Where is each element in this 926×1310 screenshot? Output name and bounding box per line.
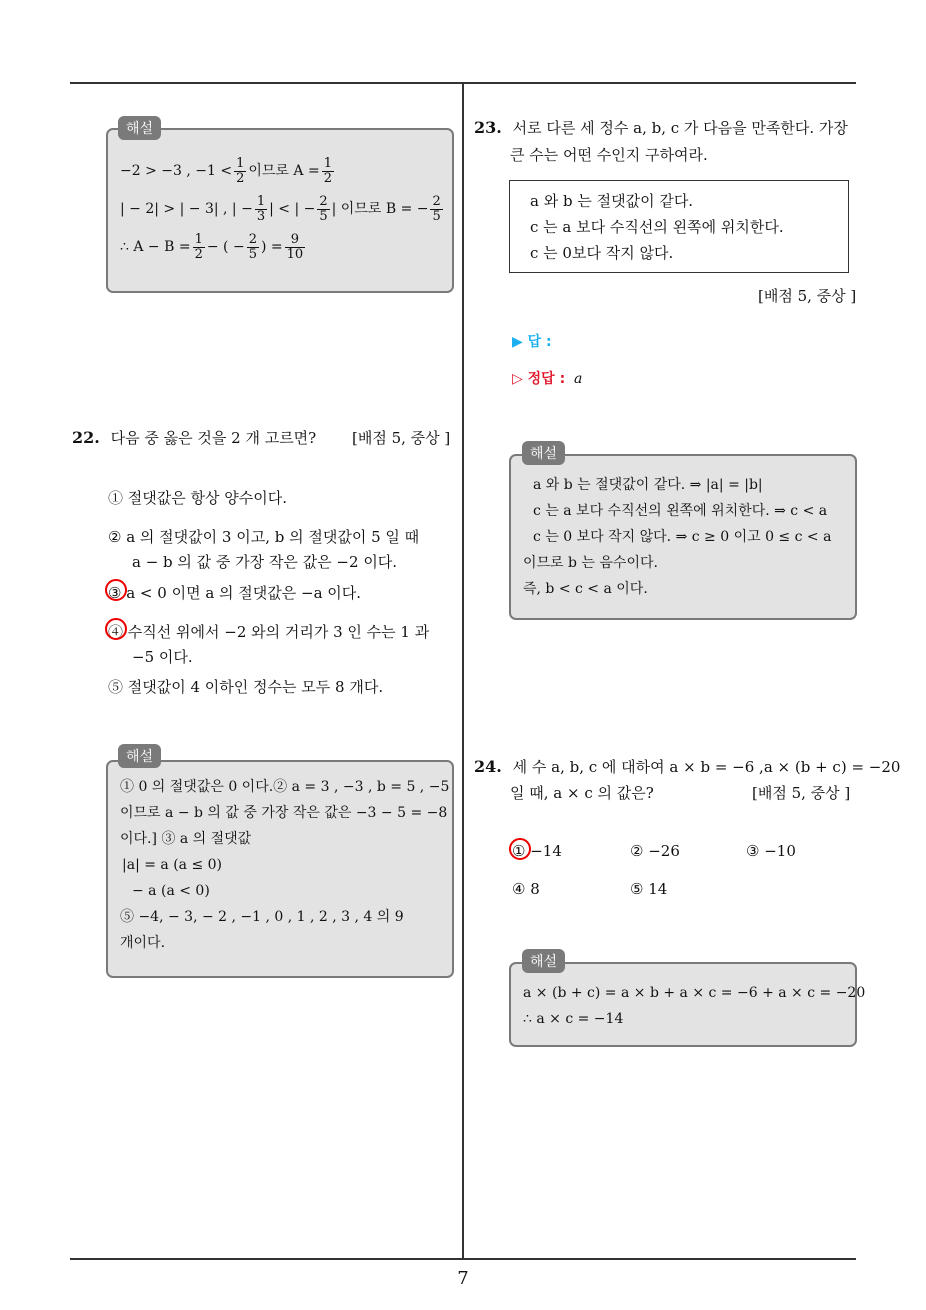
- solution-box-23: [509, 454, 857, 620]
- condition-3: c 는 0보다 작지 않다.: [530, 244, 674, 262]
- question-number: 22.: [72, 428, 100, 447]
- score-label: [배점 5, 중상 ]: [352, 429, 451, 447]
- selected-mark-circle: [105, 618, 127, 640]
- sol22-line: ⑤ −4, − 3, − 2 , −1 , 0 , 1 , 2 , 3 , 4 의 9: [120, 909, 404, 925]
- fraction: $\frac{1}{2}$: [236, 155, 245, 186]
- solution-box-24: [509, 962, 866, 1047]
- question-number: 24.: [474, 757, 502, 776]
- sol22-line: − a (a < 0): [132, 883, 210, 899]
- fraction: $\frac{1}{3}$: [256, 193, 266, 224]
- choice-4[interactable]: ④ 수직선 위에서 −2 와의 거리가 3 인 수는 1 과: [108, 623, 430, 641]
- choice-2[interactable]: ② a 의 절댓값이 3 이고, b 의 절댓값이 5 일 때: [108, 528, 420, 546]
- question-text-cont: 일 때, a × c 의 값은?: [510, 784, 654, 802]
- sol23-line: 즉, b < c < a 이다.: [523, 581, 648, 597]
- correct-answer-label: ▷ 정답 :: [512, 371, 566, 387]
- sol21-text: ∴ A − B =: [120, 239, 191, 255]
- fraction: $\frac{9}{10}$: [286, 231, 304, 262]
- choice-5[interactable]: ⑤ 14: [630, 880, 668, 898]
- sol21-text: −2 > −3 , −1 <: [120, 163, 233, 179]
- sol21-text: − ( −: [206, 239, 245, 255]
- sol23-line: a 와 b 는 절댓값이 같다. ⇒ |a| = |b|: [533, 477, 763, 493]
- question-22: [72, 428, 316, 448]
- solution-tag: 해설: [522, 949, 565, 973]
- choice-2[interactable]: ② −26: [630, 842, 680, 860]
- score-label: [배점 5, 중상 ]: [752, 784, 851, 802]
- solution-box-22: [106, 760, 454, 978]
- fraction: $\frac{2}{5}$: [248, 231, 257, 262]
- selected-mark-circle: [509, 838, 531, 860]
- sol22-line: ① 0 의 절댓값은 0 이다.② a = 3 , −3 , b = 5 , −5: [120, 779, 450, 795]
- selected-mark-circle: [105, 579, 127, 601]
- sol21-line-3: [120, 228, 442, 266]
- sol23-line: c 는 0 보다 작지 않다. ⇒ c ≥ 0 이고 0 ≤ c < a: [533, 529, 832, 545]
- page-number: 7: [457, 1268, 469, 1289]
- sol21-line-1: [120, 152, 442, 190]
- choice-3[interactable]: ③ a < 0 이면 a 의 절댓값은 −a 이다.: [108, 584, 362, 602]
- choice-1[interactable]: ① −14: [512, 842, 562, 860]
- fraction: $\frac{1}{2}$: [323, 155, 332, 186]
- question-text: 다음 중 옳은 것을 2 개 고르면?: [110, 429, 317, 447]
- sol23-line: c 는 a 보다 수직선의 왼쪽에 위치한다. ⇒ c < a: [533, 503, 828, 519]
- choice-5[interactable]: ⑤ 절댓값이 4 이하인 정수는 모두 8 개다.: [108, 678, 384, 696]
- question-text-cont: 큰 수는 어떤 수인지 구하여라.: [510, 146, 708, 164]
- fraction: $\frac{2}{5}$: [432, 193, 441, 224]
- sol22-line: |a| = a (a ≤ 0): [122, 857, 223, 873]
- sol21-text: ) =: [260, 239, 283, 255]
- sol24-line: a × (b + c) = a × b + a × c = −6 + a × c = −20: [523, 985, 866, 1001]
- fraction: $\frac{2}{5}$: [319, 193, 328, 224]
- condition-box: [509, 180, 849, 273]
- correct-answer-value: a: [574, 371, 583, 387]
- choice-3[interactable]: ③ −10: [746, 842, 796, 860]
- sol24-line: ∴ a × c = −14: [523, 1011, 624, 1027]
- sol21-text: | < | −: [269, 201, 316, 217]
- sol22-line: 이다.] ③ a 의 절댓값: [120, 831, 252, 847]
- fraction: $\frac{1}{2}$: [194, 231, 203, 262]
- solution-tag: 해설: [118, 116, 161, 140]
- sol21-text: | − 2| > | − 3| , | −: [120, 201, 253, 217]
- correct-answer: [512, 368, 582, 388]
- sol23-line: 이므로 b 는 음수이다.: [523, 555, 658, 571]
- condition-1: a 와 b 는 절댓값이 같다.: [530, 192, 694, 210]
- question-number: 23.: [474, 118, 502, 137]
- question-23: [474, 118, 848, 138]
- answer-label: ▶ 답 :: [512, 334, 552, 350]
- question-text: 세 수 a, b, c 에 대하여 a × b = −6 ,a × (b + c) = −20: [512, 758, 901, 776]
- question-24: [474, 757, 900, 777]
- sol22-line: 이므로 a − b 의 값 중 가장 작은 값은 −3 − 5 = −8: [120, 805, 448, 821]
- sol21-line-2: [120, 190, 442, 228]
- solution-tag: 해설: [118, 744, 161, 768]
- solution-box-21: [106, 128, 454, 293]
- choice-4-cont: −5 이다.: [132, 648, 193, 666]
- choice-2-cont: a − b 의 값 중 가장 작은 값은 −2 이다.: [132, 553, 398, 571]
- solution-tag: 해설: [522, 441, 565, 465]
- condition-2: c 는 a 보다 수직선의 왼쪽에 위치한다.: [530, 218, 784, 236]
- score-label: [배점 5, 중상 ]: [758, 287, 857, 305]
- choice-1[interactable]: ① 절댓값은 항상 양수이다.: [108, 489, 287, 507]
- question-text: 서로 다른 세 정수 a, b, c 가 다음을 만족한다. 가장: [512, 119, 848, 137]
- sol21-text: 이므로 A =: [248, 163, 320, 179]
- choice-4[interactable]: ④ 8: [512, 880, 540, 898]
- sol22-line: 개이다.: [120, 935, 166, 951]
- sol21-text: | 이므로 B = −: [331, 201, 429, 217]
- column-divider: [462, 84, 464, 1259]
